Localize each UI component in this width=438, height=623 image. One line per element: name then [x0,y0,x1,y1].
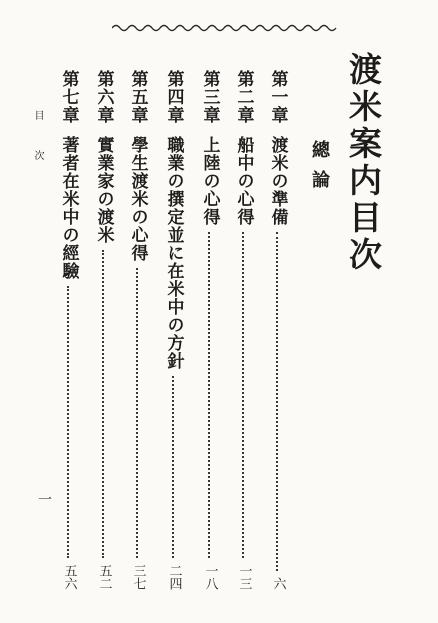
page-number: 二四 [166,564,182,590]
toc-entry [266,70,290,590]
chapter-heading: 船中の心得 [233,136,254,226]
chapter-heading: 著者在米中の經驗 [58,136,79,280]
dot-leader [67,286,71,558]
dot-leader [172,376,176,558]
toc-entry [57,70,81,590]
page-number: 五二 [96,564,112,590]
page-number: 六 [270,577,286,590]
page-number: 一八 [202,564,218,590]
running-head: 目次 [32,110,43,190]
toc-entry [232,70,256,590]
chapter-number: 第七章 [58,70,79,124]
toc-entry [198,70,222,590]
page-number: 一三 [236,564,252,590]
dot-leader [208,232,212,558]
page-title: 渡米案内目次 [344,52,383,274]
toc-entry [92,70,116,590]
chapter-number: 第五章 [127,70,148,124]
chapter-number: 第三章 [199,70,220,124]
page-number: 五六 [61,564,77,590]
chapter-heading: 職業の撰定並に在米中の方針 [163,136,184,370]
page-number: 三七 [130,564,146,590]
folio-number: 一 [36,492,52,506]
chapter-number: 第四章 [163,70,184,124]
chapter-number: 第六章 [93,70,114,124]
dot-leader [102,250,106,558]
chapter-number: 第二章 [233,70,254,124]
toc-entry [162,70,186,590]
chapter-heading: 實業家の渡米 [93,136,114,244]
chapter-heading: 上陸の心得 [199,136,220,226]
dot-leader [242,232,246,558]
dot-leader [276,232,280,571]
chapter-heading: 學生渡米の心得 [127,136,148,262]
introduction-heading: 總論 [309,140,330,200]
toc-entry [126,70,150,590]
chapter-heading: 渡米の準備 [267,136,288,226]
decorative-wavy-rule [112,22,338,34]
chapter-number: 第一章 [267,70,288,124]
dot-leader [136,268,140,558]
